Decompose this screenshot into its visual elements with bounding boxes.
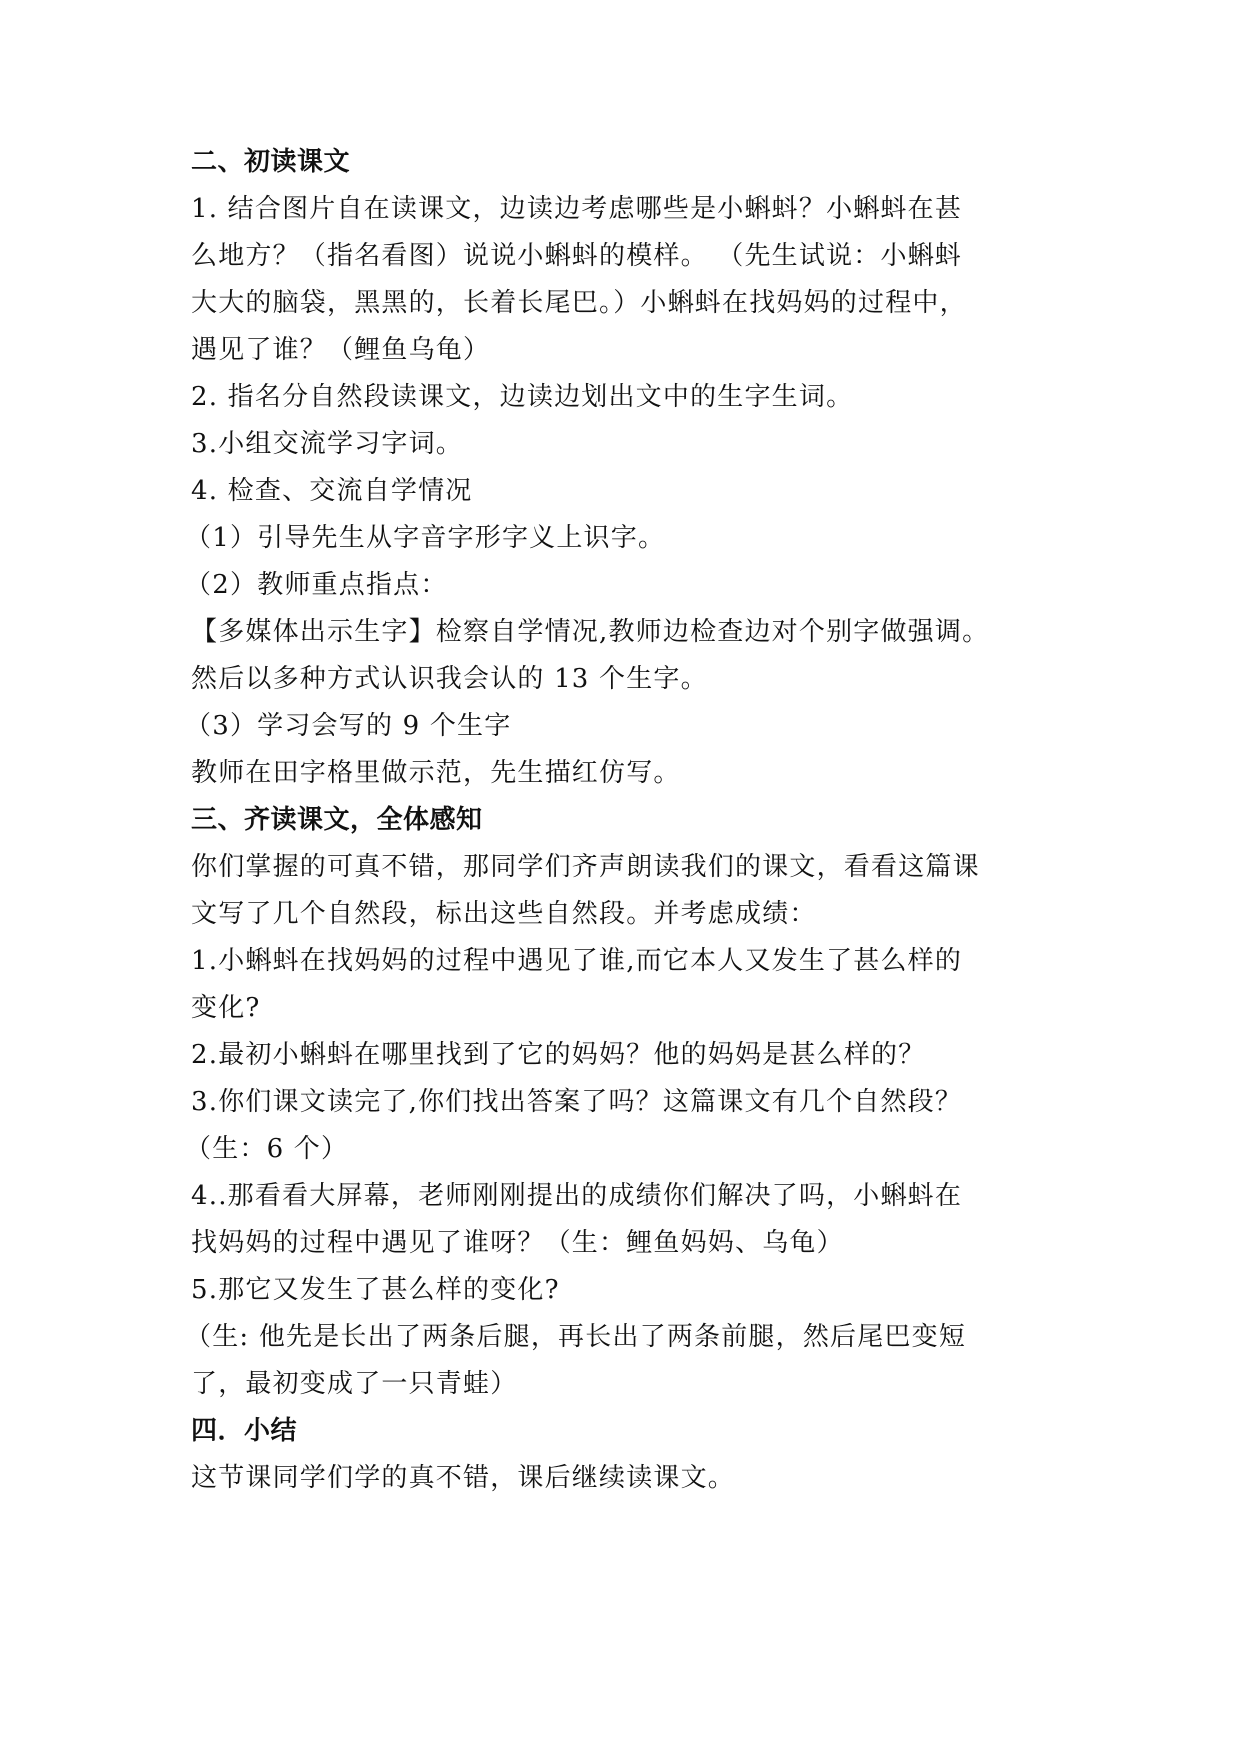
paragraph-line: 2.最初小蝌蚪在哪里找到了它的妈妈？他的妈妈是甚么样的？	[191, 1040, 926, 1070]
section-heading-reading-together: 三、齐读课文，全体感知	[191, 805, 483, 835]
paragraph-line: 5.那它又发生了甚么样的变化?	[191, 1275, 560, 1305]
paragraph-line: 4..那看看大屏幕，老师刚刚提出的成绩你们解决了吗，小蝌蚪在	[191, 1181, 963, 1211]
paragraph-line: 么地方？（指名看图）说说小蝌蚪的模样。 （先生试说：小蝌蚪	[191, 241, 963, 271]
paragraph-line: （1）引导先生从字音字形字义上识字。	[185, 523, 666, 553]
paragraph-line: （生: 他先是长出了两条后腿，再长出了两条前腿，然后尾巴变短	[185, 1322, 967, 1352]
paragraph-line: 遇见了谁？（鲤鱼乌龟）	[191, 335, 491, 365]
paragraph-line: 2. 指名分自然段读课文，边读边划出文中的生字生词。	[191, 382, 854, 412]
paragraph-line: （3）学习会写的 9 个生字	[185, 711, 512, 741]
paragraph-line: 大大的脑袋，黑黑的，长着长尾巴。）小蝌蚪在找妈妈的过程中，	[191, 288, 967, 318]
paragraph-line: （生：6 个）	[185, 1134, 349, 1164]
paragraph-line: 这节课同学们学的真不错，课后继续读课文。	[191, 1463, 736, 1493]
paragraph-line: 3.你们课文读完了,你们找出答案了吗？这篇课文有几个自然段？	[191, 1087, 963, 1117]
paragraph-line: 【多媒体出示生字】检察自学情况,教师边检查边对个别字做强调。	[191, 617, 990, 647]
paragraph-line: 找妈妈的过程中遇见了谁呀？（生：鲤鱼妈妈、乌龟）	[191, 1228, 844, 1258]
paragraph-line: 然后以多种方式认识我会认的 13 个生字。	[191, 664, 708, 694]
section-heading-initial-reading: 二、初读课文	[191, 147, 351, 177]
paragraph-line: 4. 检查、交流自学情况	[191, 476, 473, 506]
paragraph-line: 教师在田字格里做示范，先生描红仿写。	[191, 758, 681, 788]
paragraph-line: （2）教师重点指点：	[185, 570, 448, 600]
paragraph-line: 文写了几个自然段，标出这些自然段。并考虑成绩：	[191, 899, 817, 929]
paragraph-line: 3.小组交流学习字词。	[191, 429, 464, 459]
paragraph-line: 了，最初变成了一只青蛙）	[191, 1369, 518, 1399]
paragraph-line: 变化?	[191, 993, 261, 1023]
section-heading-summary: 四．小结	[191, 1416, 298, 1446]
paragraph-line: 1.小蝌蚪在找妈妈的过程中遇见了谁,而它本人又发生了甚么样的	[191, 946, 963, 976]
paragraph-line: 1. 结合图片自在读课文，边读边考虑哪些是小蝌蚪？小蝌蚪在甚	[191, 194, 963, 224]
paragraph-line: 你们掌握的可真不错，那同学们齐声朗读我们的课文，看看这篇课	[191, 852, 980, 882]
